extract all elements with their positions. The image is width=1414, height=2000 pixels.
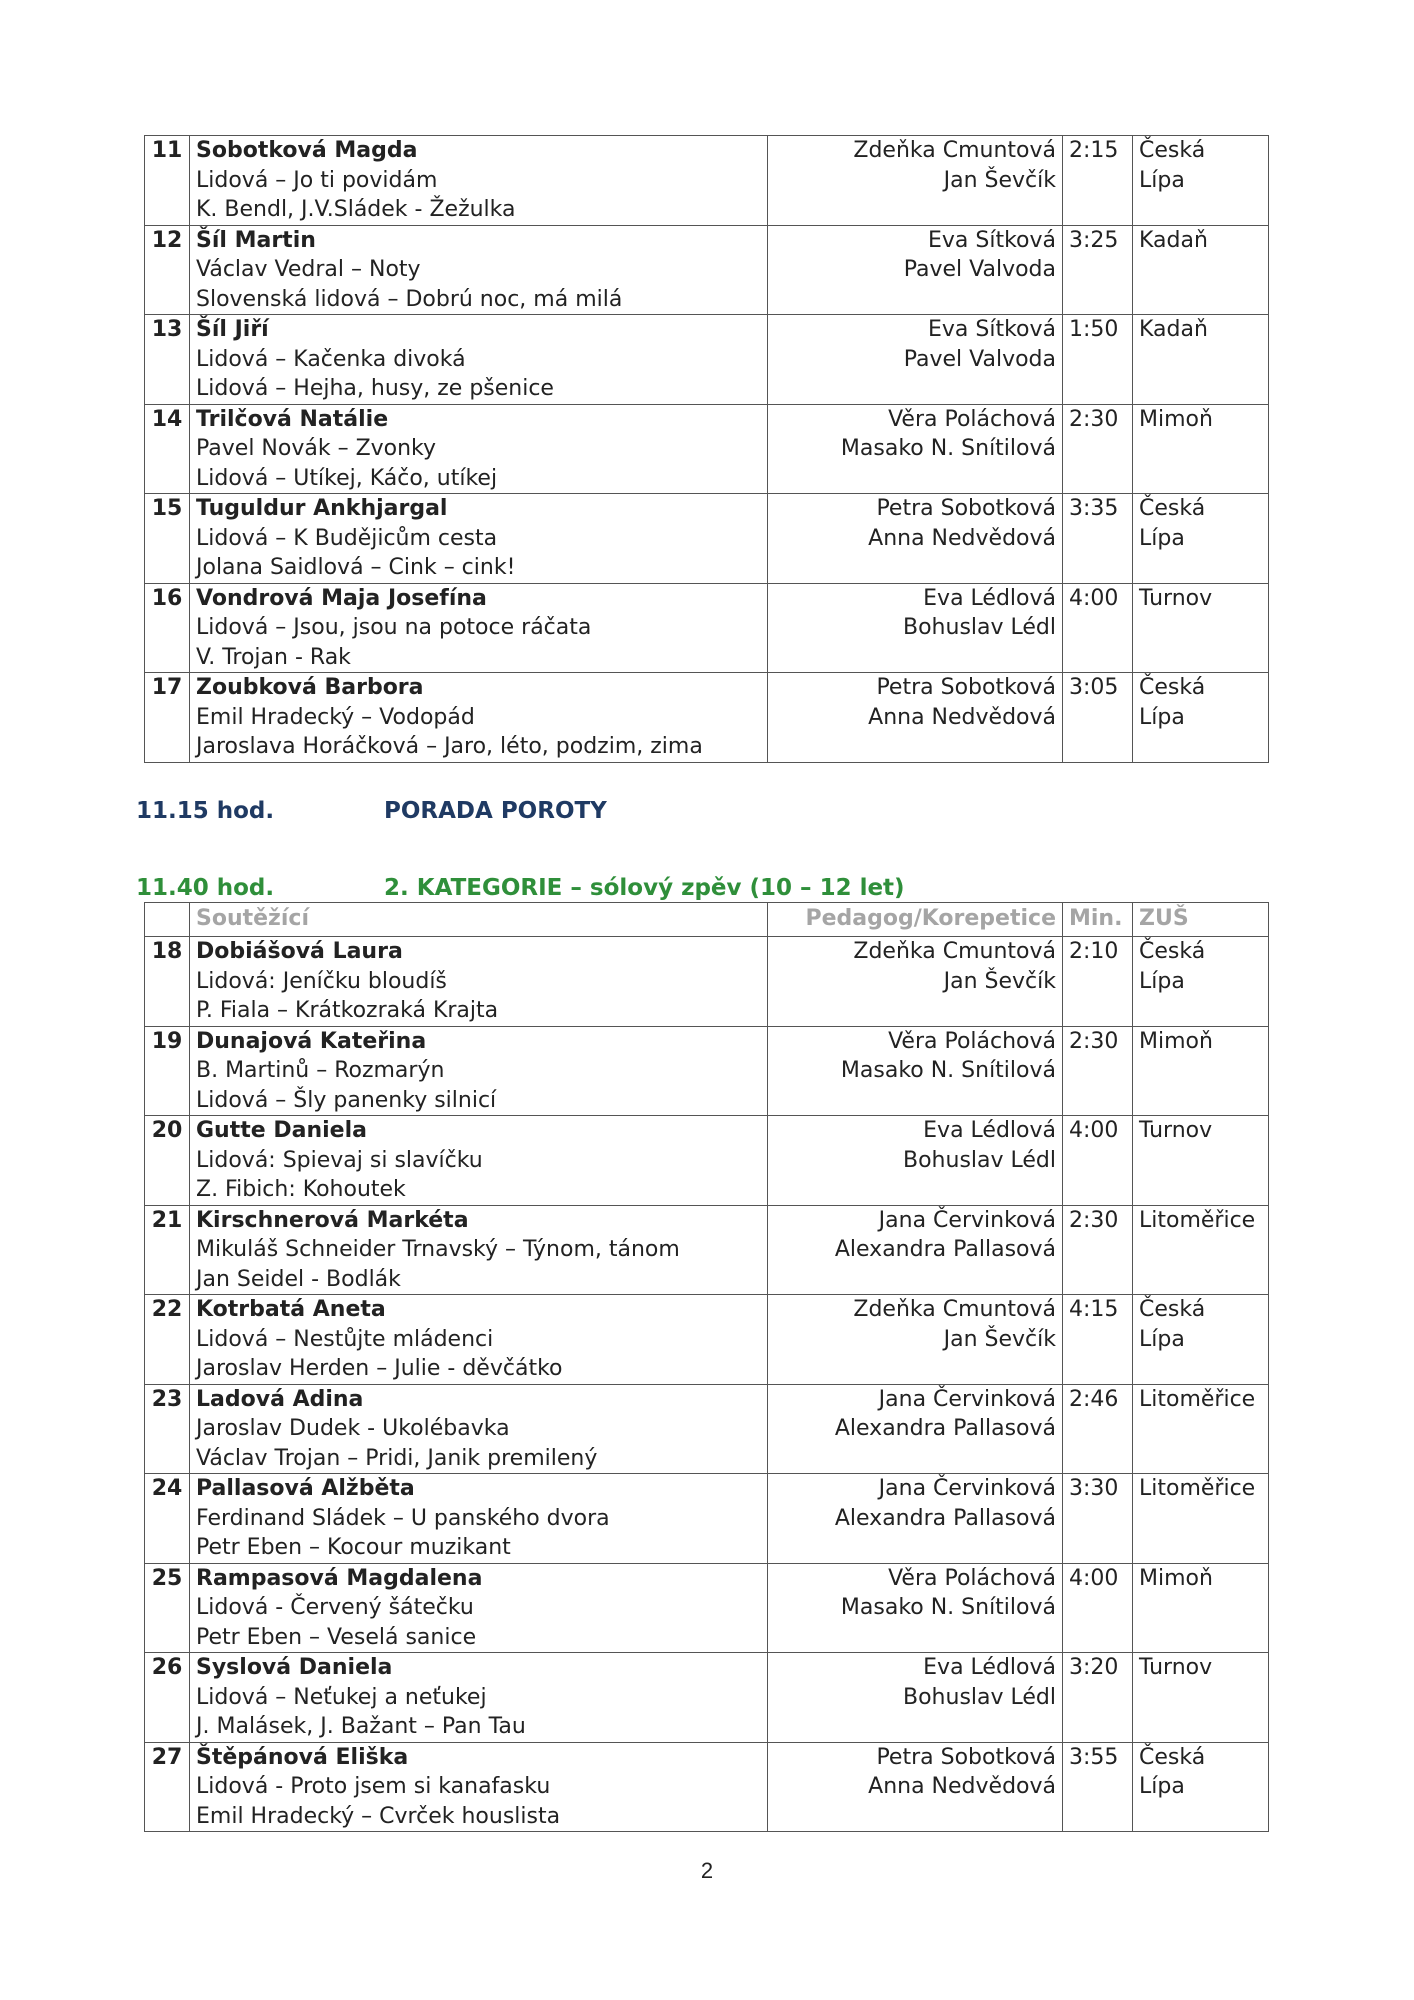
entry-soloist-cell <box>190 1205 768 1295</box>
song-title: Mikuláš Schneider Trnavský – Týnom, tánom <box>196 1237 680 1262</box>
entry-number: 20 <box>145 1116 190 1206</box>
soloist-name: Štěpánová Eliška <box>196 1744 409 1770</box>
song-title: Petr Eben – Veselá sanice <box>196 1624 477 1650</box>
song-title: Jaroslava Horáčková – Jaro, léto, podzim, zima <box>196 734 703 759</box>
entry-teachers-cell <box>768 1474 1063 1564</box>
jury-label: PORADA POROTY <box>384 798 607 824</box>
entry-school-cell <box>1133 315 1269 405</box>
school-name: Mimoň <box>1139 406 1213 432</box>
table-row <box>145 1205 1269 1295</box>
entry-number: 13 <box>145 315 190 405</box>
entry-soloist-cell <box>190 1295 768 1385</box>
school-name: Česká <box>1139 138 1206 163</box>
entry-school-cell <box>1133 1116 1269 1206</box>
song-title: Jaroslav Herden – Julie - děvčátko <box>196 1356 563 1381</box>
song-title: Lidová – Jo ti povidám <box>196 167 438 193</box>
song-title: Lidová – Neťukej a neťukej <box>196 1684 487 1710</box>
entry-soloist-cell <box>190 1653 768 1743</box>
song-title: Lidová - Červený šátečku <box>196 1595 474 1620</box>
teacher-name: Masako N. Snítilová <box>840 1058 1056 1083</box>
table-row <box>145 1474 1269 1564</box>
song-title: Emil Hradecký – Vodopád <box>196 704 475 730</box>
entry-soloist-cell <box>190 1384 768 1474</box>
entry-soloist-cell <box>190 1026 768 1116</box>
entry-number: 17 <box>145 673 190 763</box>
entry-teachers-cell <box>768 1563 1063 1653</box>
entry-school-cell <box>1133 1384 1269 1474</box>
entry-school-cell <box>1133 136 1269 226</box>
entry-duration: 3:25 <box>1063 225 1133 315</box>
table-row <box>145 1295 1269 1385</box>
teacher-name: Jan Ševčík <box>943 968 1056 994</box>
table-row <box>145 1116 1269 1206</box>
song-title: B. Martinů – Rozmarýn <box>196 1058 445 1083</box>
table-row <box>145 583 1269 673</box>
teacher-name: Anna Nedvědová <box>868 1774 1056 1799</box>
soloist-name: Dunajová Kateřina <box>196 1028 427 1054</box>
entry-school-cell <box>1133 1295 1269 1385</box>
song-title: Emil Hradecký – Cvrček houslista <box>196 1803 561 1829</box>
table-row <box>145 1026 1269 1116</box>
song-title: Z. Fibich: Kohoutek <box>196 1177 406 1202</box>
entry-teachers-cell <box>768 937 1063 1027</box>
page-number: 2 <box>700 1858 714 1883</box>
entry-teachers-cell <box>768 1742 1063 1832</box>
teacher-name: Zdeňka Cmuntová <box>853 138 1056 163</box>
entry-school-cell <box>1133 673 1269 763</box>
song-title: Lidová – Šly panenky silnicí <box>196 1087 497 1113</box>
entry-soloist-cell <box>190 136 768 226</box>
entry-soloist-cell <box>190 1742 768 1832</box>
entry-number: 21 <box>145 1205 190 1295</box>
entry-teachers-cell <box>768 583 1063 673</box>
soloist-name: Zoubková Barbora <box>196 675 424 700</box>
table-row <box>145 673 1269 763</box>
header-number <box>145 903 190 937</box>
header-teacher: Pedagog/Korepetice <box>768 903 1063 937</box>
teacher-name: Alexandra Pallasová <box>834 1416 1056 1441</box>
entry-teachers-cell <box>768 1205 1063 1295</box>
entry-soloist-cell <box>190 937 768 1027</box>
teacher-name: Jana Červinková <box>878 1207 1056 1233</box>
teacher-name: Eva Sítková <box>927 227 1056 253</box>
entry-soloist-cell <box>190 494 768 584</box>
school-name: Lípa <box>1139 704 1185 730</box>
song-title: Pavel Novák – Zvonky <box>196 436 437 461</box>
category-2-time: 11.40 hod. <box>136 875 275 901</box>
entry-number: 14 <box>145 404 190 494</box>
soloist-name: Kirschnerová Markéta <box>196 1207 469 1233</box>
school-name: Turnov <box>1139 1118 1213 1143</box>
school-name: Česká <box>1139 675 1206 700</box>
header-minutes: Min. <box>1063 903 1133 937</box>
entry-duration: 3:20 <box>1063 1653 1133 1743</box>
school-name: Kadaň <box>1139 227 1208 253</box>
entry-teachers-cell <box>768 225 1063 315</box>
entry-school-cell <box>1133 1026 1269 1116</box>
entry-number: 22 <box>145 1295 190 1385</box>
teacher-name: Věra Poláchová <box>888 1565 1056 1591</box>
song-title: Lidová – Hejha, husy, ze pšenice <box>196 376 554 401</box>
school-name: Česká <box>1139 939 1206 964</box>
program-table-category-1 <box>144 135 1269 763</box>
entry-duration: 2:46 <box>1063 1384 1133 1474</box>
soloist-name: Sobotková Magda <box>196 138 418 163</box>
teacher-name: Anna Nedvědová <box>868 525 1056 551</box>
song-title: Lidová – Nestůjte mládenci <box>196 1326 494 1352</box>
song-title: Václav Trojan – Pridi, Janik premilený <box>196 1445 598 1471</box>
teacher-name: Zdeňka Cmuntová <box>853 1297 1056 1322</box>
song-title: Jolana Saidlová – Cink – cink! <box>196 555 516 580</box>
entry-school-cell <box>1133 225 1269 315</box>
song-title: Lidová: Spievaj si slavíčku <box>196 1147 483 1173</box>
entry-duration: 3:35 <box>1063 494 1133 584</box>
entry-teachers-cell <box>768 1116 1063 1206</box>
song-title: Lidová – Kačenka divoká <box>196 346 466 372</box>
teacher-name: Petra Sobotková <box>876 675 1056 700</box>
entry-school-cell <box>1133 1474 1269 1564</box>
entry-number: 16 <box>145 583 190 673</box>
entry-number: 11 <box>145 136 190 226</box>
entry-teachers-cell <box>768 1653 1063 1743</box>
entry-soloist-cell <box>190 1563 768 1653</box>
teacher-name: Eva Lédlová <box>923 585 1056 611</box>
entry-duration: 1:50 <box>1063 315 1133 405</box>
teacher-name: Petra Sobotková <box>876 496 1056 521</box>
song-title: P. Fiala – Krátkozraká Krajta <box>196 998 499 1023</box>
entry-teachers-cell <box>768 1295 1063 1385</box>
school-name: Česká <box>1139 496 1206 521</box>
school-name: Turnov <box>1139 1655 1213 1680</box>
song-title: Lidová: Jeníčku bloudíš <box>196 968 447 994</box>
soloist-name: Vondrová Maja Josefína <box>196 585 487 611</box>
program-table-body <box>145 903 1269 1832</box>
table-row <box>145 1384 1269 1474</box>
entry-duration: 3:30 <box>1063 1474 1133 1564</box>
song-title: Lidová - Proto jsem si kanafasku <box>196 1774 551 1799</box>
teacher-name: Masako N. Snítilová <box>840 1595 1056 1620</box>
soloist-name: Pallasová Alžběta <box>196 1476 415 1501</box>
program-table-body <box>145 136 1269 763</box>
entry-teachers-cell <box>768 1026 1063 1116</box>
teacher-name: Alexandra Pallasová <box>834 1505 1056 1531</box>
entry-teachers-cell <box>768 1384 1063 1474</box>
table-row <box>145 1742 1269 1832</box>
entry-number: 19 <box>145 1026 190 1116</box>
category-2-title: 2. KATEGORIE – sólový zpěv (10 – 12 let) <box>384 875 905 901</box>
entry-teachers-cell <box>768 673 1063 763</box>
teacher-name: Bohuslav Lédl <box>903 1147 1056 1173</box>
entry-duration: 3:55 <box>1063 1742 1133 1832</box>
entry-duration: 2:30 <box>1063 1026 1133 1116</box>
teacher-name: Věra Poláchová <box>888 406 1056 432</box>
entry-soloist-cell <box>190 1116 768 1206</box>
entry-soloist-cell <box>190 1474 768 1564</box>
song-title: K. Bendl, J.V.Sládek - Žežulka <box>196 197 516 222</box>
song-title: Slovenská lidová – Dobrú noc, má milá <box>196 286 623 312</box>
entry-number: 15 <box>145 494 190 584</box>
song-title: Jaroslav Dudek - Ukolébavka <box>196 1416 510 1441</box>
school-name: Lípa <box>1139 1774 1185 1799</box>
teacher-name: Anna Nedvědová <box>868 704 1056 730</box>
teacher-name: Zdeňka Cmuntová <box>853 939 1056 964</box>
table-row <box>145 937 1269 1027</box>
soloist-name: Gutte Daniela <box>196 1118 367 1143</box>
school-name: Česká <box>1139 1297 1206 1322</box>
table-row <box>145 494 1269 584</box>
teacher-name: Eva Lédlová <box>923 1118 1056 1143</box>
teacher-name: Jan Ševčík <box>943 167 1056 193</box>
entry-duration: 4:00 <box>1063 1563 1133 1653</box>
teacher-name: Pavel Valvoda <box>903 346 1056 372</box>
header-school: ZUŠ <box>1133 903 1269 937</box>
entry-school-cell <box>1133 937 1269 1027</box>
school-name: Lípa <box>1139 167 1185 193</box>
school-name: Mimoň <box>1139 1028 1213 1054</box>
entry-teachers-cell <box>768 404 1063 494</box>
soloist-name: Trilčová Natálie <box>196 406 389 432</box>
entry-number: 23 <box>145 1384 190 1474</box>
entry-duration: 4:15 <box>1063 1295 1133 1385</box>
school-name: Litoměřice <box>1139 1386 1256 1412</box>
jury-time: 11.15 hod. <box>136 798 275 824</box>
teacher-name: Petra Sobotková <box>876 1744 1056 1770</box>
school-name: Lípa <box>1139 525 1185 551</box>
entry-school-cell <box>1133 494 1269 584</box>
entry-school-cell <box>1133 1563 1269 1653</box>
song-title: V. Trojan - Rak <box>196 644 351 670</box>
teacher-name: Bohuslav Lédl <box>903 615 1056 640</box>
entry-school-cell <box>1133 1205 1269 1295</box>
school-name: Česká <box>1139 1744 1206 1770</box>
entry-number: 24 <box>145 1474 190 1564</box>
entry-duration: 2:30 <box>1063 404 1133 494</box>
entry-soloist-cell <box>190 315 768 405</box>
teacher-name: Jana Červinková <box>878 1386 1056 1412</box>
entry-teachers-cell <box>768 136 1063 226</box>
teacher-name: Pavel Valvoda <box>903 257 1056 282</box>
program-table-category-2 <box>144 902 1269 1832</box>
song-title: Ferdinand Sládek – U panského dvora <box>196 1505 610 1531</box>
entry-number: 12 <box>145 225 190 315</box>
table-row <box>145 404 1269 494</box>
entry-duration: 4:00 <box>1063 583 1133 673</box>
entry-duration: 2:15 <box>1063 136 1133 226</box>
entry-school-cell <box>1133 583 1269 673</box>
school-name: Lípa <box>1139 1326 1185 1352</box>
school-name: Litoměřice <box>1139 1476 1256 1501</box>
entry-soloist-cell <box>190 225 768 315</box>
table-row <box>145 136 1269 226</box>
song-title: Lidová – K Budějicům cesta <box>196 525 498 551</box>
header-soloist: Soutěžící <box>190 903 768 937</box>
teacher-name: Jan Ševčík <box>943 1326 1056 1352</box>
teacher-name: Alexandra Pallasová <box>834 1237 1056 1262</box>
teacher-name: Jana Červinková <box>878 1476 1056 1501</box>
entry-school-cell <box>1133 1653 1269 1743</box>
song-title: J. Malásek, J. Bažant – Pan Tau <box>196 1714 526 1739</box>
teacher-name: Masako N. Snítilová <box>840 436 1056 461</box>
table-row <box>145 1653 1269 1743</box>
entry-school-cell <box>1133 404 1269 494</box>
song-title: Petr Eben – Kocour muzikant <box>196 1535 511 1560</box>
soloist-name: Rampasová Magdalena <box>196 1565 483 1591</box>
entry-number: 25 <box>145 1563 190 1653</box>
entry-teachers-cell <box>768 315 1063 405</box>
teacher-name: Eva Sítková <box>927 317 1056 342</box>
table-row <box>145 225 1269 315</box>
school-name: Kadaň <box>1139 317 1208 342</box>
song-title: Václav Vedral – Noty <box>196 257 421 282</box>
song-title: Lidová – Utíkej, Káčo, utíkej <box>196 465 498 491</box>
entry-soloist-cell <box>190 583 768 673</box>
school-name: Litoměřice <box>1139 1207 1256 1233</box>
teacher-name: Eva Lédlová <box>923 1655 1056 1680</box>
song-title: Lidová – Jsou, jsou na potoce ráčata <box>196 615 592 640</box>
soloist-name: Syslová Daniela <box>196 1655 393 1680</box>
soloist-name: Tuguldur Ankhjargal <box>196 496 448 521</box>
soloist-name: Kotrbatá Aneta <box>196 1297 386 1322</box>
table-row <box>145 1563 1269 1653</box>
soloist-name: Ladová Adina <box>196 1386 364 1412</box>
entry-soloist-cell <box>190 673 768 763</box>
entry-number: 18 <box>145 937 190 1027</box>
entry-number: 26 <box>145 1653 190 1743</box>
soloist-name: Dobiášová Laura <box>196 939 403 964</box>
entry-duration: 3:05 <box>1063 673 1133 763</box>
song-title: Jan Seidel - Bodlák <box>196 1266 401 1292</box>
entry-duration: 2:30 <box>1063 1205 1133 1295</box>
teacher-name: Bohuslav Lédl <box>903 1684 1056 1710</box>
entry-duration: 4:00 <box>1063 1116 1133 1206</box>
entry-soloist-cell <box>190 404 768 494</box>
school-name: Lípa <box>1139 968 1185 994</box>
teacher-name: Věra Poláchová <box>888 1028 1056 1054</box>
entry-school-cell <box>1133 1742 1269 1832</box>
entry-teachers-cell <box>768 494 1063 584</box>
school-name: Mimoň <box>1139 1565 1213 1591</box>
entry-duration: 2:10 <box>1063 937 1133 1027</box>
table-header-row <box>145 903 1269 937</box>
school-name: Turnov <box>1139 585 1213 611</box>
table-row <box>145 315 1269 405</box>
soloist-name: Šíl Jiří <box>196 317 269 342</box>
soloist-name: Šíl Martin <box>196 227 316 253</box>
entry-number: 27 <box>145 1742 190 1832</box>
